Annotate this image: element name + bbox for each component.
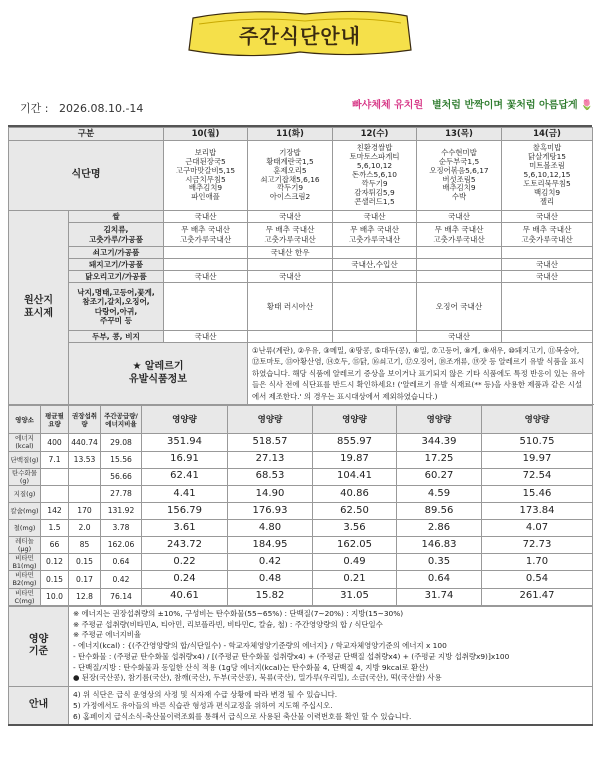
nutri-header: 영양소	[9, 406, 41, 434]
daily-value: 0.35	[397, 554, 482, 571]
allergy-label: ★ 알레르기 유발식품정보	[69, 343, 248, 405]
daily-value: 173.84	[482, 502, 593, 519]
origin-cell: 국내산	[164, 211, 248, 223]
daily-value: 19.97	[482, 451, 593, 468]
origin-cell	[417, 271, 502, 283]
header-day-tue: 11(화)	[248, 128, 333, 141]
avg-need: 142	[41, 502, 69, 519]
recommended-intake: 440.74	[69, 434, 101, 451]
nutrition-row	[9, 588, 593, 605]
nutrition-row	[9, 434, 593, 451]
daily-value: 261.47	[482, 588, 593, 605]
header-day-fri: 14(금)	[502, 128, 593, 141]
nutrition-row	[9, 571, 593, 588]
origin-row-name: 낙지,명태,고등어,꽃게, 참조기,갈치,오징어, 다랑어,아귀, 주꾸미 등	[69, 283, 164, 331]
origin-cell: 국내산	[417, 211, 502, 223]
recommended-intake: 0.15	[69, 554, 101, 571]
daily-value: 31.05	[313, 588, 397, 605]
recommended-intake	[69, 485, 101, 502]
origin-cell	[502, 247, 593, 259]
weekly-supply: 56.66	[101, 468, 142, 485]
daily-value: 0.22	[142, 554, 228, 571]
standard-text: ※ 에너지는 권장섭취량의 ±10%, 구성비는 탄수화물(55~65%) : 단백질(7~20%) : 지방(15~30%) ※ 주평균 섭취량(비타민A, 티아민, 리보플라빈, 비타민C, 칼슘, 철) : 주간영양량의 합 / 식단일수 ※ 주평균 에너지비율 - 에너지(kcal) : {(주간영양량의 합/식단일수) - 학교자체영양기준량의 에너지} / 학교자체영양기준의 에너지 x 100 - 탄수화물 : (주평균 탄수화물 섭취량x4) / [(주평균 탄수화물 섭취량x4) + (주평균 단백질 섭취량x4) + (주평균 지방 섭취량x9)]x100 - 단백질/지방 : 탄수화물과 동일한 산식 적용 (1g당 에너지(kcal)는 탄수화물 4, 단백질 4, 지방 9kcal로 환산) ● 된장(국산콩), 참기름(국산), 참깨(국산), 두부(국산콩), 묵류(국산), 밀가루(우리밀), 소금(국산), 떡(국산쌀) 사용	[69, 606, 593, 686]
weekly-supply: 162.06	[101, 536, 142, 553]
menu-document	[8, 125, 592, 755]
daily-value: 62.41	[142, 468, 228, 485]
recommended-intake: 170	[69, 502, 101, 519]
daily-value: 3.61	[142, 519, 228, 536]
daily-value: 0.42	[228, 554, 313, 571]
origin-row-name: 닭오리고기/가공품	[69, 271, 164, 283]
origin-cell: 국내산	[502, 259, 593, 271]
origin-row-name: 쌀	[69, 211, 164, 223]
daily-value: 72.54	[482, 468, 593, 485]
daily-value: 16.91	[142, 451, 228, 468]
daily-value: 15.82	[228, 588, 313, 605]
notice-label: 안내	[9, 686, 69, 725]
weekly-supply: 76.14	[101, 588, 142, 605]
daily-value: 4.59	[397, 485, 482, 502]
nutri-header: 영양량	[142, 406, 228, 434]
origin-cell: 국내산	[333, 211, 417, 223]
header-day-mon: 10(월)	[164, 128, 248, 141]
weekly-supply: 3.78	[101, 519, 142, 536]
menu-day-thu: 수수현미밥 순두부국1,5 오징어볶음5,6,17 버섯조림5 배추김치9 수박	[417, 141, 502, 211]
nutrient-name: 에너지(kcal)	[9, 434, 41, 451]
menu-day-tue: 기장밥 황태계란국1,5 훈제오리5 쇠고기잡채5,6,16 깍두기9 아이스크림2	[248, 141, 333, 211]
daily-value: 855.97	[313, 434, 397, 451]
recommended-intake: 13.53	[69, 451, 101, 468]
nutrient-name: 지질(g)	[9, 485, 41, 502]
avg-need: 0.12	[41, 554, 69, 571]
origin-cell: 국내산	[164, 331, 248, 343]
origin-cell	[164, 259, 248, 271]
nutri-header: 영양량	[228, 406, 313, 434]
weekly-supply: 0.64	[101, 554, 142, 571]
recommended-intake: 2.0	[69, 519, 101, 536]
origin-cell: 무 배추 국내산 고춧가루국내산	[164, 223, 248, 247]
daily-value: 15.46	[482, 485, 593, 502]
menu-table	[8, 127, 593, 405]
menu-day-mon: 보리밥 근대된장국5 고구마맛갈비5,15 시금치무침5 배추김치9 파인애플	[164, 141, 248, 211]
avg-need	[41, 468, 69, 485]
nutri-header: 영양량	[482, 406, 593, 434]
weekly-supply: 131.92	[101, 502, 142, 519]
origin-cell: 무 배추 국내산 고춧가루국내산	[417, 223, 502, 247]
nutri-header: 주간공급량/에너지비율	[101, 406, 142, 434]
origin-cell	[333, 331, 417, 343]
nutrition-row	[9, 502, 593, 519]
weekly-supply: 0.42	[101, 571, 142, 588]
nutrient-name: 비타민C(mg)	[9, 588, 41, 605]
origin-cell: 국내산	[417, 331, 502, 343]
slogan: 별처럼 반짝이며 꽃처럼 아름답게	[431, 100, 578, 111]
origin-cell: 국내산	[248, 271, 333, 283]
flower-icon: 🌷	[580, 100, 593, 111]
daily-value: 4.41	[142, 485, 228, 502]
daily-value: 162.05	[313, 536, 397, 553]
weekly-supply: 27.78	[101, 485, 142, 502]
origin-cell: 국내산,수입산	[333, 259, 417, 271]
origin-row-name: 쇠고기/가공품	[69, 247, 164, 259]
allergy-info: ①난류(계란), ②우유, ③메밀, ④땅콩, ⑤대두(콩), ⑥밀, ⑦고등어, ⑧게, ⑨새우, ⑩돼지고기, ⑪복숭아, ⑫토마토, ⑬아황산염, ⑭호두, ⑮닭, ⑯쇠고기, ⑰오징어, ⑱조개류, ⑲잣 등 알레르기 유발 식품을 표시하였습니다. 해당 식품에 알레르기 증상을 보이거나 표기되지 않은 기타 식품에도 특정 반응이 있는 유아들은 식사 전에 식단표를 반드시 확인하세요! ('알레르기 유발 식재료(** 등)을 사용한 제품과 같은 시설에서 제조한다.' 의 경우는 표시대상에서 제외하였습니다.)	[248, 343, 593, 405]
daily-value: 17.25	[397, 451, 482, 468]
recommended-intake: 85	[69, 536, 101, 553]
nutrient-name: 칼슘(mg)	[9, 502, 41, 519]
weekly-supply: 29.08	[101, 434, 142, 451]
origin-cell	[164, 283, 248, 331]
header-day-wed: 12(수)	[333, 128, 417, 141]
origin-cell: 국내산 한우	[248, 247, 333, 259]
origin-cell: 무 배추 국내산 고춧가루국내산	[502, 223, 593, 247]
daily-value: 72.73	[482, 536, 593, 553]
origin-cell: 무 배추 국내산 고춧가루국내산	[248, 223, 333, 247]
daily-value: 176.93	[228, 502, 313, 519]
avg-need: 66	[41, 536, 69, 553]
page-title: 주간식단안내	[239, 24, 361, 48]
origin-cell	[333, 283, 417, 331]
origin-cell: 국내산	[248, 211, 333, 223]
daily-value: 40.86	[313, 485, 397, 502]
origin-cell	[417, 247, 502, 259]
daily-value: 60.27	[397, 468, 482, 485]
nutrient-name: 단백질(g)	[9, 451, 41, 468]
daily-value: 0.54	[482, 571, 593, 588]
weekly-supply: 15.56	[101, 451, 142, 468]
standard-notice-table	[8, 606, 593, 726]
daily-value: 510.75	[482, 434, 593, 451]
daily-value: 19.87	[313, 451, 397, 468]
avg-need: 400	[41, 434, 69, 451]
origin-cell: 국내산	[164, 271, 248, 283]
nutri-header: 평균필요량	[41, 406, 69, 434]
origin-cell	[502, 283, 593, 331]
origin-cell	[248, 259, 333, 271]
origin-row-name: 김치류, 고춧가루/가공품	[69, 223, 164, 247]
origin-cell	[333, 271, 417, 283]
daily-value: 3.56	[313, 519, 397, 536]
daily-value: 89.56	[397, 502, 482, 519]
origin-row-name: 돼지고기/가공품	[69, 259, 164, 271]
daily-value: 62.50	[313, 502, 397, 519]
nutrient-name: 비타민B1(mg)	[9, 554, 41, 571]
origin-cell	[248, 331, 333, 343]
daily-value: 156.79	[142, 502, 228, 519]
title-banner	[185, 4, 415, 62]
origin-cell: 국내산	[502, 271, 593, 283]
daily-value: 4.80	[228, 519, 313, 536]
nutri-header: 권장섭취량	[69, 406, 101, 434]
origin-label: 원산지 표시제	[9, 211, 69, 405]
daily-value: 4.07	[482, 519, 593, 536]
recommended-intake	[69, 468, 101, 485]
recommended-intake: 12.8	[69, 588, 101, 605]
daily-value: 0.21	[313, 571, 397, 588]
nutrition-table	[8, 405, 593, 606]
avg-need: 7.1	[41, 451, 69, 468]
nutrition-row	[9, 468, 593, 485]
avg-need: 1.5	[41, 519, 69, 536]
daily-value: 2.86	[397, 519, 482, 536]
origin-cell: 무 배추 국내산 고춧가루국내산	[333, 223, 417, 247]
daily-value: 351.94	[142, 434, 228, 451]
daily-value: 31.74	[397, 588, 482, 605]
avg-need: 0.15	[41, 571, 69, 588]
daily-value: 104.41	[313, 468, 397, 485]
daily-value: 146.83	[397, 536, 482, 553]
nutrition-row	[9, 485, 593, 502]
nutri-header: 영양량	[397, 406, 482, 434]
origin-cell: 국내산	[502, 211, 593, 223]
header-gubun: 구분	[9, 128, 164, 141]
avg-need	[41, 485, 69, 502]
nutrient-name: 비타민B2(mg)	[9, 571, 41, 588]
nutrient-name: 탄수화물(g)	[9, 468, 41, 485]
origin-cell: 황태 러시아산	[248, 283, 333, 331]
origin-cell	[333, 247, 417, 259]
nutri-header: 영양량	[313, 406, 397, 434]
period-label: 기간 :	[20, 102, 49, 115]
nutrition-row	[9, 519, 593, 536]
nutrition-row	[9, 451, 593, 468]
daily-value: 27.13	[228, 451, 313, 468]
menu-day-fri: 찰흑미밥 닭살게탕15 미트볼조림 5,6,10,12,15 도토리묵무침5 백김치9 젤리	[502, 141, 593, 211]
menu-day-wed: 친환경쌀밥 토마토스파게티 5,6,10,12 돈까스5,6,10 깍두기9 감자튀김5,9 콘샐러드1,5	[333, 141, 417, 211]
daily-value: 243.72	[142, 536, 228, 553]
menu-label: 식단명	[9, 141, 164, 211]
period-value: 2026.08.10.-14	[58, 102, 144, 115]
daily-value: 14.90	[228, 485, 313, 502]
daily-value: 0.49	[313, 554, 397, 571]
nutrition-row	[9, 536, 593, 553]
period	[20, 100, 143, 116]
origin-cell	[502, 331, 593, 343]
origin-cell: 오징어 국내산	[417, 283, 502, 331]
avg-need: 10.0	[41, 588, 69, 605]
notice-text: 4) 위 식단은 급식 운영상의 사정 및 식자재 수급 상황에 따라 변경 될 수 있습니다. 5) 가정에서도 유아들의 바른 식습관 형성과 편식교정을 위하여 지도해 주십시오. 6) 홈페이지 급식소식-축산물이력조회를 통해서 급식으로 사용된 축산물 이력번호를 확인 할 수 있습니다.	[69, 686, 593, 725]
brand-area	[352, 96, 593, 111]
nutrient-name: 레티놀(μg)	[9, 536, 41, 553]
recommended-intake: 0.17	[69, 571, 101, 588]
origin-cell	[164, 247, 248, 259]
origin-cell	[417, 259, 502, 271]
kindergarten-logo: 빠샤체체 유치원	[352, 100, 424, 111]
daily-value: 1.70	[482, 554, 593, 571]
daily-value: 0.48	[228, 571, 313, 588]
nutrient-name: 철(mg)	[9, 519, 41, 536]
standard-label: 영양 기준	[9, 606, 69, 686]
origin-row-name: 두부, 콩, 비지	[69, 331, 164, 343]
daily-value: 0.24	[142, 571, 228, 588]
daily-value: 68.53	[228, 468, 313, 485]
daily-value: 0.64	[397, 571, 482, 588]
header-day-thu: 13(목)	[417, 128, 502, 141]
nutrition-row	[9, 554, 593, 571]
daily-value: 184.95	[228, 536, 313, 553]
daily-value: 344.39	[397, 434, 482, 451]
daily-value: 518.57	[228, 434, 313, 451]
daily-value: 40.61	[142, 588, 228, 605]
